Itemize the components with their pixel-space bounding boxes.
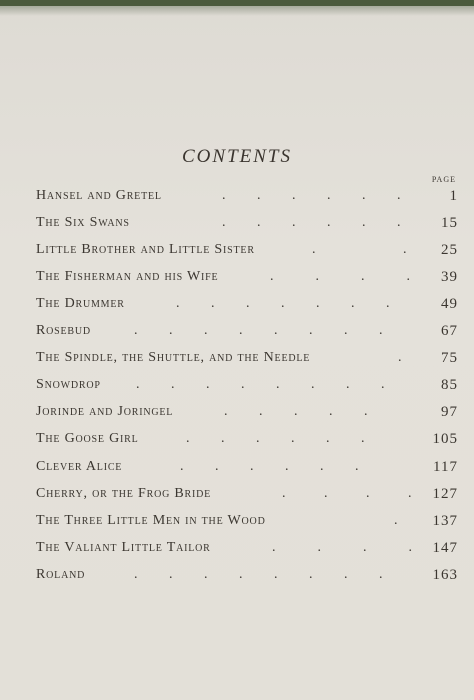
entry-page: 39 xyxy=(441,269,458,285)
entry-title: The Valiant Little Tailor xyxy=(36,540,211,555)
entry-page: 147 xyxy=(432,540,458,556)
toc-entry xyxy=(36,242,458,262)
toc-entry xyxy=(36,215,458,235)
entry-title: The Goose Girl xyxy=(36,431,139,446)
dot-leader: . . . . . . . . xyxy=(134,323,383,338)
dot-leader: . . . . . . xyxy=(180,459,359,474)
entry-title: Little Brother and Little Sister xyxy=(36,242,255,257)
dot-leader: . . . . . . xyxy=(222,215,401,230)
toc-entry xyxy=(36,431,458,451)
entry-page: 67 xyxy=(441,323,458,339)
toc-entry xyxy=(36,269,458,289)
entry-title: Clever Alice xyxy=(36,459,123,474)
entry-page: 49 xyxy=(441,296,458,312)
page-column-label: PAGE xyxy=(431,175,456,184)
toc-entry xyxy=(36,404,458,424)
entry-title: Hansel and Gretel xyxy=(36,188,162,203)
entry-title: Jorinde and Joringel xyxy=(36,404,174,419)
toc-entry xyxy=(36,323,458,343)
entry-page: 1 xyxy=(449,188,458,204)
dot-leader: . . . . . . xyxy=(186,431,365,446)
entry-page: 117 xyxy=(433,459,458,475)
entry-page: 75 xyxy=(441,350,458,366)
entry-title: The Spindle, the Shuttle, and the Needle xyxy=(36,350,311,365)
page-shadow xyxy=(0,6,474,16)
entry-page: 25 xyxy=(441,242,458,258)
toc-entry xyxy=(36,459,458,479)
dot-leader: . . . . xyxy=(270,269,410,284)
entry-title: The Three Little Men in the Wood xyxy=(36,513,266,528)
entry-page: 85 xyxy=(441,377,458,393)
toc-entry xyxy=(36,486,458,506)
entry-title: The Fisherman and his Wife xyxy=(36,269,219,284)
dot-leader: . xyxy=(394,513,398,528)
dot-leader: . . . . xyxy=(282,486,412,501)
entry-page: 97 xyxy=(441,404,458,420)
toc-entry xyxy=(36,377,458,397)
toc-entry xyxy=(36,540,458,560)
toc-entry xyxy=(36,296,458,316)
entry-page: 137 xyxy=(432,513,458,529)
dot-leader: . . xyxy=(312,242,407,257)
toc-entry xyxy=(36,188,458,208)
entry-title: Rosebud xyxy=(36,323,91,338)
dot-leader: . . . . . . xyxy=(222,188,401,203)
dot-leader: . . . . . . . . xyxy=(134,567,383,582)
entry-title: The Drummer xyxy=(36,296,125,311)
dot-leader: . . . . . . . . xyxy=(136,377,385,392)
dot-leader: . . . . . xyxy=(224,404,368,419)
entry-page: 163 xyxy=(432,567,458,583)
entry-page: 127 xyxy=(432,486,458,502)
entry-title: Roland xyxy=(36,567,86,582)
dot-leader: . . . . xyxy=(272,540,412,555)
entry-title: Cherry, or the Frog Bride xyxy=(36,486,212,501)
dot-leader: . xyxy=(398,350,402,365)
entry-title: Snowdrop xyxy=(36,377,101,392)
book-page xyxy=(0,6,474,700)
toc-entry xyxy=(36,567,458,587)
entry-page: 15 xyxy=(441,215,458,231)
entry-title: The Six Swans xyxy=(36,215,130,230)
contents-title: CONTENTS xyxy=(182,146,292,167)
dot-leader: . . . . . . . xyxy=(176,296,390,311)
toc-entry xyxy=(36,350,458,370)
toc-entry xyxy=(36,513,458,533)
entry-page: 105 xyxy=(432,431,458,447)
